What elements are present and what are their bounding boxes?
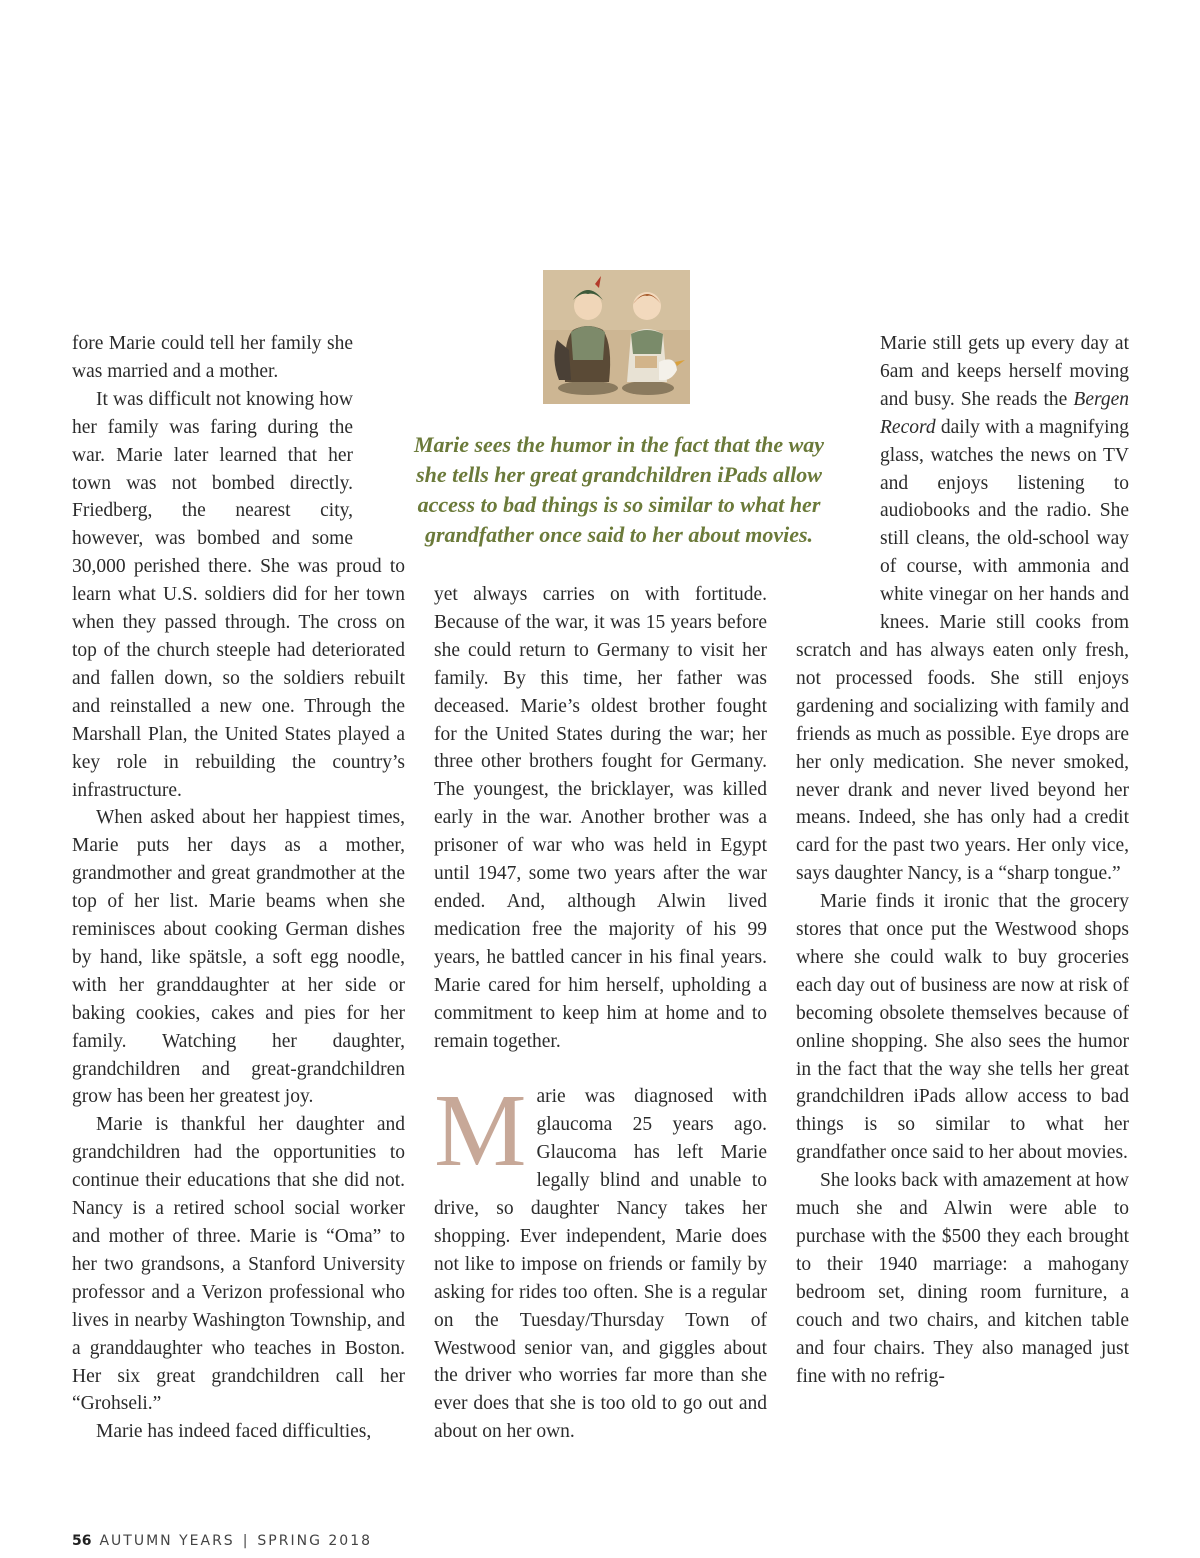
pullquote-wrap-spacer [796,414,880,636]
issue-date: SPRING 2018 [257,1533,373,1549]
pull-quote: Marie sees the humor in the fact that the way she tells her great grandchildren iPads allow access to bad things is so similar to what her grandfather once said to her about movies. [413,432,825,547]
article-column-1 [72,330,405,1446]
paragraph-text: arie was diagnosed with glaucoma 25 years ago. Glaucoma has left Marie legally blind and unable to drive, so daughter Nancy takes her shopping. Ever independent, Marie does not like to impose on friends or family by asking for rides too often. She is a regular on the Tuesday/Thursday Town of Westwood senior van, and giggles about the driver who worries far more than she ever does that she is too old to go out and about on her own. [434,1086,767,1443]
paragraph-with-dropcap [434,1073,767,1446]
paragraph: When asked about her happiest times, Marie puts her days as a mother, grandmother and great grandmother at the top of her list. Marie beams when she reminisces about cooking German dishes by hand, like spätsle, a soft egg noodle, with her granddaughter at her side or baking cookies, cakes and pies for her family. Watching her daughter, grandchildren and great-grandchildren grow has been her greatest joy. [72,807,405,1108]
pullquote-wrap-spacer [353,414,405,550]
paragraph: Marie has indeed faced difficulties, [96,1421,372,1443]
drop-cap: M [434,1073,527,1189]
publication-name: Bergen Record [880,388,1129,438]
article-column-2 [434,581,767,1446]
figurines-illustration [543,270,690,404]
paragraph: Marie finds it ironic that the grocery stores that once put the Westwood shops where she could walk to buy groceries each day out of business are now at risk of becoming obsolete themselves because of online shopping. She also sees the humor in the fact that the way she tells her great grandchildren iPads allow access to bad things is so similar to what her grandfather once said to her about movies. [796,891,1129,1164]
paragraph-text: daily with a magnifying glass, watches the news on TV and enjoys listening to audiobooks and the radio. She still cleans, the old-school way of course, with ammonia and white vinegar on her hands and knees. Marie still cooks from scratch and has always eaten only fresh, not processed foods. She still enjoys gardening and socializing with family and friends as much as possible. Eye drops are her only medication. She never smoked, never drank and never lived beyond her means. Indeed, she has only had a credit card for the past two years. Her only vice, says daughter Nancy, is a “sharp tongue.” [796,416,1129,885]
paragraph-text: Marie still gets up every day at 6am and keeps herself moving and busy. She reads the [880,333,1129,410]
paragraph: Marie is thankful her daughter and grandchildren had the opportunities to continue their educations that she did not. Nancy is a retired school social worker and mother of three. Marie is “Oma” to her two grandsons, a Stanford University professor and a Verizon professional who lives in nearby Washington Township, and a granddaughter who teaches in Boston. Her six great grandchildren call her “Grohseli.” [72,1114,405,1415]
magazine-name: AUTUMN YEARS [99,1533,235,1549]
figurines-photo [543,270,690,404]
paragraph: It was difficult not knowing how her family was faring during the war. Marie later learned that her town was not bombed directly. Friedberg, the nearest city, however, was bombed and some 30,000 perished there. She was proud to learn what U.S. soldiers did for her town when they passed through. The cross on top of the church steeple had deteriorated and fallen down, so the soldiers rebuilt and reinstalled a new one. Through the Marshall Plan, the United States played a key role in rebuilding the country’s infrastructure. [72,388,405,801]
page-number: 56 [72,1533,92,1549]
paragraph: yet always carries on with fortitude. Because of the war, it was 15 years before she could return to Germany to visit her family. By this time, her father was deceased. Marie’s oldest brother fought for the United States during the war; her three other brothers fought for Germany. The youngest, the bricklayer, was killed early in the war. Another brother was a prisoner of war who was held in Egypt until 1947, some two years after the war ended. And, although Alwin lived medication free the majority of his 99 years, he battled cancer in his final years. Marie cared for him herself, upholding a commitment to keep him at home and to remain together. [434,584,767,1052]
footer-separator: | [242,1533,250,1549]
paragraph: She looks back with amazement at how much she and Alwin were able to purchase with the $500 they each brought to their 1940 marriage: a mahogany bedroom set, dining room furniture, a couch and two chairs, and kitchen table and four chairs. They also managed just fine with no refrig- [796,1170,1129,1387]
page-footer [72,1533,372,1549]
paragraph: fore Marie could tell her family she was married and a mother. [72,333,353,382]
article-column-3 [796,330,1129,1390]
